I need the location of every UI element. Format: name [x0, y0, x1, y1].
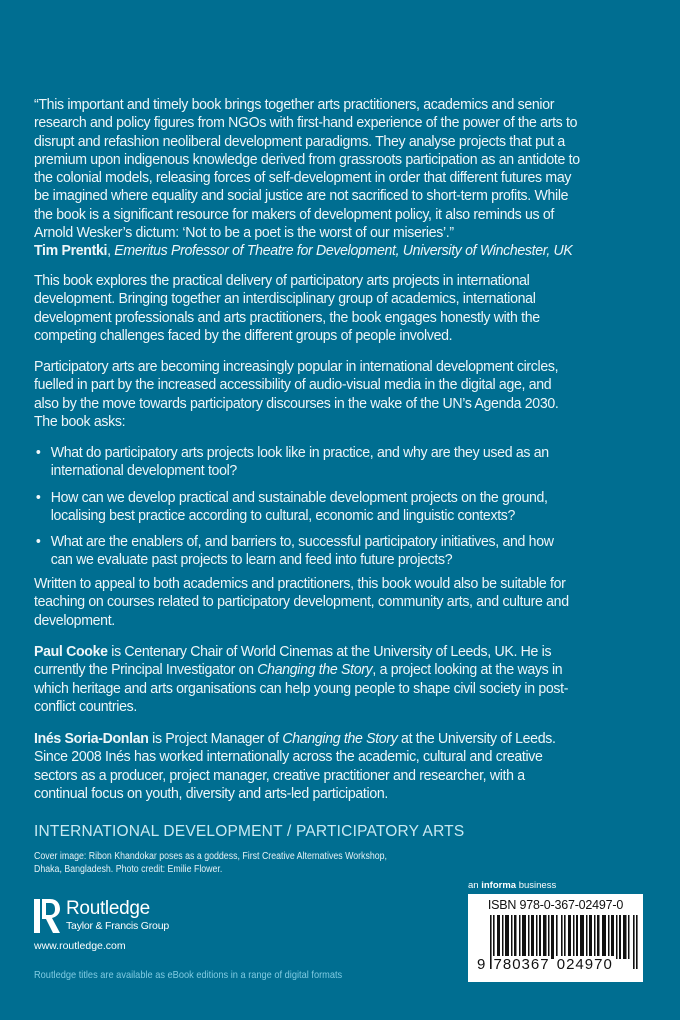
description-paragraph-3: Written to appeal to both academics and practitioners, this book would also be suitable for teaching on courses related to participatory development, community arts, and culture and development. — [34, 575, 569, 629]
isbn-barcode — [468, 894, 643, 982]
endorser-name: Tim Prentki — [34, 242, 108, 260]
description-paragraph-1: This book explores the practical delivery of participatory arts projects in international development. Bringing together an interdisciplinary group of academics, international development professionals and arts practitioners, the book engages honestly with the competing challenges faced by the different groups of people involved. — [34, 272, 540, 344]
author-name: Inés Soria-Donlan — [34, 730, 149, 747]
bullet-icon: • — [35, 488, 41, 506]
publisher-name: Routledge — [66, 898, 150, 919]
publisher-url[interactable]: www.routledge.com — [34, 940, 126, 952]
quote-line: disrupt and refashion neoliberal development paradigms. They analyse projects that put a — [34, 132, 565, 150]
question-list — [34, 444, 629, 578]
cover-image-credit: Cover image: Ribon Khandokar poses as a goddess, First Creative Alternatives Workshop, Dhaka, Bangladesh. Photo credit: Emilie Flower. — [34, 851, 387, 875]
project-title: Changing the Story — [282, 730, 398, 747]
author-name: Paul Cooke — [34, 643, 108, 660]
quote-line: research and policy figures from NGOs with first-hand experience of the power of the arts to — [34, 114, 578, 132]
endorser-title: Emeritus Professor of Theatre for Development, University of Winchester, UK — [114, 242, 573, 260]
subject-category: INTERNATIONAL DEVELOPMENT / PARTICIPATORY ARTS — [34, 823, 465, 840]
quote-line: “This important and timely book brings together arts practitioners, academics and senior — [34, 96, 555, 113]
publisher-group: Taylor & Francis Group — [66, 920, 169, 932]
author-bio-paul-cooke: Paul Cooke is Centenary Chair of World Cinemas at the University of Leeds, UK. He is currently the Principal Investigator on Changing the Story, a project looking at the ways in which heritage and arts organisations can help young people to shape civil society in post- conflict countries. — [34, 643, 569, 715]
ebook-availability-note: Routledge titles are available as eBook editions in a range of digital formats — [34, 969, 343, 981]
endorser-attribution: Tim Prentki, Emeritus Professor of Theatre for Development, University of Winchester, UK — [34, 242, 573, 260]
quote-line: Arnold Wesker’s dictum: ‘Not to be a poet is the worst of our miseries’.” — [34, 224, 454, 242]
question-item: • What do participatory arts projects look like in practice, and why are they used as an international development tool? — [35, 444, 549, 480]
author-bio-ines-soria-donlan: Inés Soria-Donlan is Project Manager of Changing the Story at the University of Leeds. Since 2008 Inés has worked internationally across the academic, cultural and creative sectors as a producer, project manager, creative practitioner and researcher, with a continual focus on youth, diversity and arts-led participation. — [34, 730, 556, 802]
question-item: • How can we develop practical and sustainable development projects on the ground, localising best practice according to cultural, economic and linguistic contexts? — [35, 488, 548, 524]
publisher-logo — [34, 895, 234, 955]
quote-line: be imagined where equality and social justice are not sacrificed to short-term profits. While — [34, 187, 569, 205]
description-paragraph-2: Participatory arts are becoming increasingly popular in international development circles, fuelled in part by the increased accessibility of audio-visual media in the digital age, and also by the move towards participatory discourses in the wake of the UN’s Agenda 2030. The book asks: — [34, 358, 559, 430]
parent-company-label: an informa business — [468, 880, 557, 891]
routledge-r-icon — [34, 899, 60, 933]
quote-line: the book is a significant resource for makers of development policy, it also reminds us of — [34, 205, 554, 223]
isbn-label: ISBN 978-0-367-02497-0 — [487, 898, 624, 912]
quote-line: the colonial models, releasing forces of self-development in order that different futures may — [34, 169, 572, 187]
question-item: • What are the enablers of, and barriers to, successful participatory initiatives, and how can we evaluate past projects to learn and feed into future projects? — [35, 533, 554, 569]
ean-digits: 9 780367 024970 — [477, 956, 613, 973]
bullet-icon: • — [35, 533, 41, 551]
bullet-icon: • — [35, 444, 41, 461]
endorsement-quote — [34, 96, 629, 261]
quote-line: premium upon indigenous knowledge derived from grassroots participation as an antidote to — [34, 150, 580, 168]
project-title: Changing the Story — [257, 661, 373, 679]
